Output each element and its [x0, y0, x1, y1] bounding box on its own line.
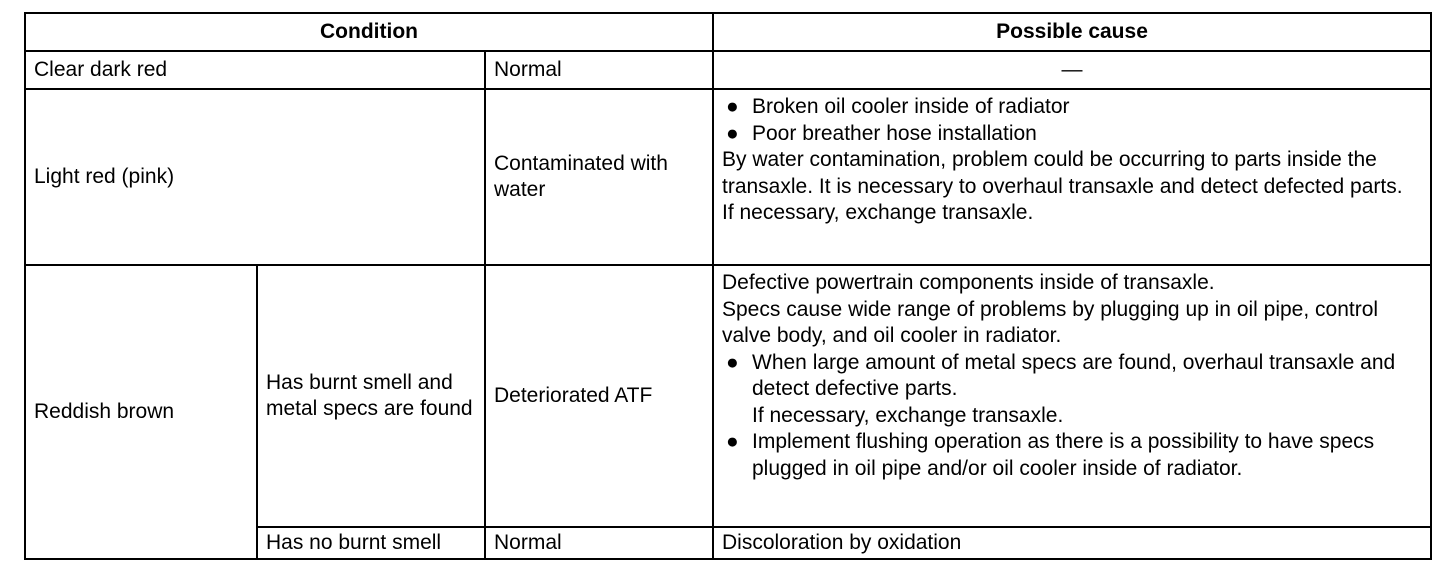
cause-bullet-item	[722, 121, 1422, 148]
cause-text: Specs cause wide range of problems by plugging up in oil pipe, control valve body, and oil cooler in radiator.	[722, 297, 1379, 347]
cell-cause: —	[713, 51, 1431, 89]
cause-text: If necessary, exchange transaxle.	[722, 201, 1034, 224]
header-condition: Condition	[25, 13, 713, 51]
cell-smell: Has no burnt smell	[257, 527, 485, 559]
cause-text: Defective powertrain components inside of transaxle.	[722, 271, 1215, 294]
bullet-icon: ●	[726, 350, 739, 374]
atf-condition-table	[24, 12, 1432, 560]
table-row-light-red	[25, 89, 1431, 265]
cause-bullet-item	[722, 429, 1422, 482]
header-row	[25, 13, 1431, 51]
cell-color: Clear dark red	[25, 51, 485, 89]
cell-cause	[713, 265, 1431, 527]
cell-state: Deteriorated ATF	[485, 265, 713, 527]
cause-text: By water contamination, problem could be occurring to parts inside the transaxle. It is necessary to overhaul transaxle and detect defected parts.	[722, 148, 1403, 198]
bullet-text: Implement flushing operation as there is a possibility to have specs plugged in oil pipe and/or oil cooler inside of radiator.	[752, 430, 1375, 480]
table-row-reddish-brown-burnt	[25, 265, 1431, 527]
cell-cause	[713, 89, 1431, 265]
cell-state: Normal	[485, 51, 713, 89]
bullet-text: Broken oil cooler inside of radiator	[752, 95, 1070, 118]
cell-color: Light red (pink)	[25, 89, 485, 265]
cell-state: Normal	[485, 527, 713, 559]
bullet-icon: ●	[726, 430, 739, 453]
bullet-icon: ●	[726, 121, 739, 145]
cell-cause: Discoloration by oxidation	[713, 527, 1431, 559]
bullet-icon: ●	[726, 95, 739, 118]
cell-color: Reddish brown	[25, 265, 257, 559]
cell-smell: Has burnt smell and metal specs are found	[257, 265, 485, 527]
cell-state: Contaminated with water	[485, 89, 713, 265]
bullet-text: When large amount of metal specs are found, overhaul transaxle and detect defective parts.	[752, 350, 1396, 400]
table-row-clear-dark-red	[25, 51, 1431, 89]
cause-bullet-item	[722, 350, 1422, 403]
bullet-subtext: If necessary, exchange transaxle.	[752, 403, 1064, 427]
bullet-text: Poor breather hose installation	[752, 121, 1037, 145]
cause-bullet-item	[722, 94, 1422, 121]
header-possible-cause: Possible cause	[713, 13, 1431, 51]
